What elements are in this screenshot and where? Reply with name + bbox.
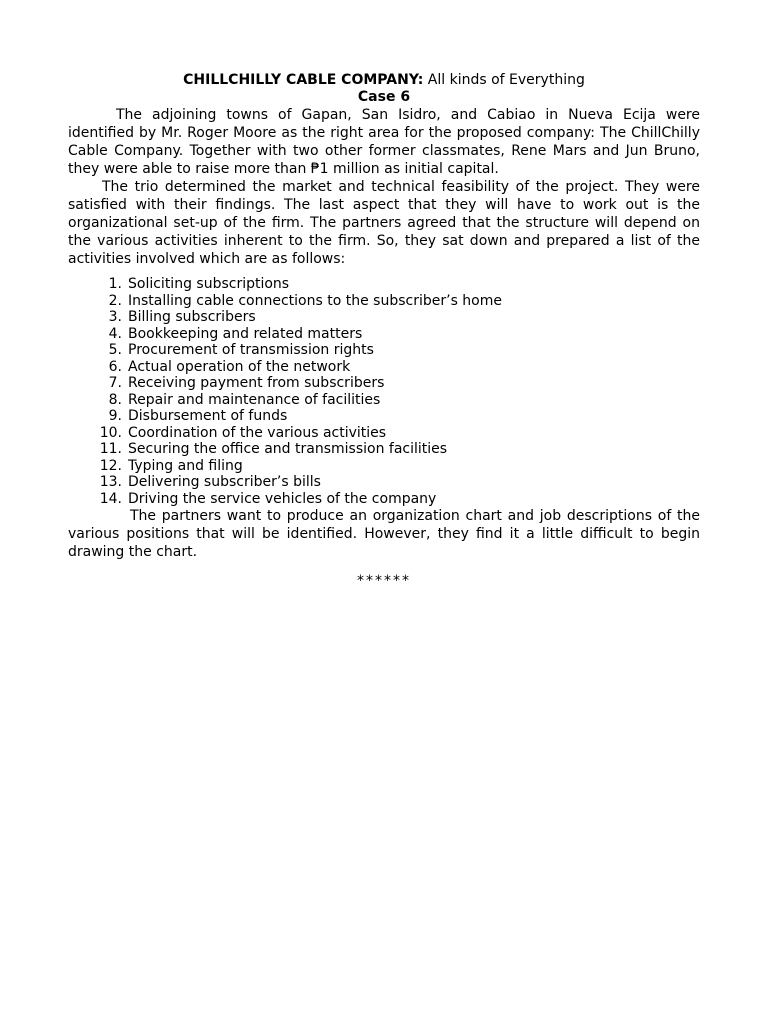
list-item xyxy=(68,309,700,326)
list-item xyxy=(68,474,700,491)
paragraph-conclusion: The partners want to produce an organization chart and job descriptions of the various positions that will be identified. However, they find it a little difficult to begin drawing the chart. xyxy=(68,508,700,560)
list-item xyxy=(68,392,700,409)
list-item-text: Securing the office and transmission facilities xyxy=(128,441,448,457)
list-item xyxy=(68,458,700,475)
company-name: CHILLCHILLY CABLE COMPANY: xyxy=(183,72,424,88)
list-item-number: 12. xyxy=(99,457,122,474)
list-item-text: Bookkeeping and related matters xyxy=(128,325,363,342)
list-item-text: Procurement of transmission rights xyxy=(128,342,374,358)
list-item-number: 1. xyxy=(108,276,122,292)
list-item-text: Billing subscribers xyxy=(128,309,256,325)
list-item xyxy=(68,491,700,508)
list-item-number: 13. xyxy=(99,474,122,490)
activity-list xyxy=(68,276,700,507)
document-page xyxy=(68,72,700,589)
list-item-text: Coordination of the various activities xyxy=(128,424,387,441)
list-item xyxy=(68,425,700,442)
list-item-number: 7. xyxy=(108,375,122,391)
list-item-number: 3. xyxy=(108,309,122,325)
list-item-text: Soliciting subscriptions xyxy=(128,276,290,292)
list-item-number: 6. xyxy=(108,358,122,375)
list-item-text: Installing cable connections to the subscriber’s home xyxy=(128,292,503,309)
paragraph-intro: The adjoining towns of Gapan, San Isidro, and Cabiao in Nueva Ecija were identified by Mr. Roger Moore as the right area for the proposed company: The ChillChilly Cable Company. Together with two other former classmates, Rene Mars and Jun Bruno, they were able to raise more than ₱1 million as initial capital. xyxy=(68,107,700,177)
list-item-text: Disbursement of funds xyxy=(128,408,288,424)
list-item-number: 10. xyxy=(99,424,122,441)
list-item xyxy=(68,342,700,359)
case-number: Case 6 xyxy=(357,89,411,105)
list-item xyxy=(68,375,700,392)
list-item-number: 2. xyxy=(108,292,122,309)
list-item-text: Delivering subscriber’s bills xyxy=(128,474,321,490)
list-item xyxy=(68,293,700,310)
list-item-number: 8. xyxy=(108,391,122,408)
list-item-number: 9. xyxy=(108,408,122,424)
list-item xyxy=(68,326,700,343)
list-item-number: 14. xyxy=(99,490,122,507)
list-item-text: Receiving payment from subscribers xyxy=(128,375,385,391)
list-item-text: Typing and filing xyxy=(128,457,243,474)
list-item-number: 5. xyxy=(108,342,122,358)
list-item-text: Driving the service vehicles of the company xyxy=(128,490,437,507)
list-item xyxy=(68,359,700,376)
end-marker: ****** xyxy=(357,573,411,589)
list-item-text: Actual operation of the network xyxy=(128,358,351,375)
company-tagline: All kinds of Everything xyxy=(427,72,585,88)
list-item xyxy=(68,408,700,425)
list-item-number: 11. xyxy=(99,441,122,457)
list-item-text: Repair and maintenance of facilities xyxy=(128,391,381,408)
list-item xyxy=(68,276,700,293)
document-title xyxy=(68,72,700,89)
paragraph-trio: The trio determined the market and technical feasibility of the project. They were satisfied with their findings. The last aspect that they will have to work out is the organizational set-up of the firm. The partners agreed that the structure will depend on the various activities inherent to the firm. So, they sat down and prepared a list of the activities involved which are as follows: xyxy=(68,179,700,267)
list-item-number: 4. xyxy=(108,325,122,342)
list-item xyxy=(68,441,700,458)
